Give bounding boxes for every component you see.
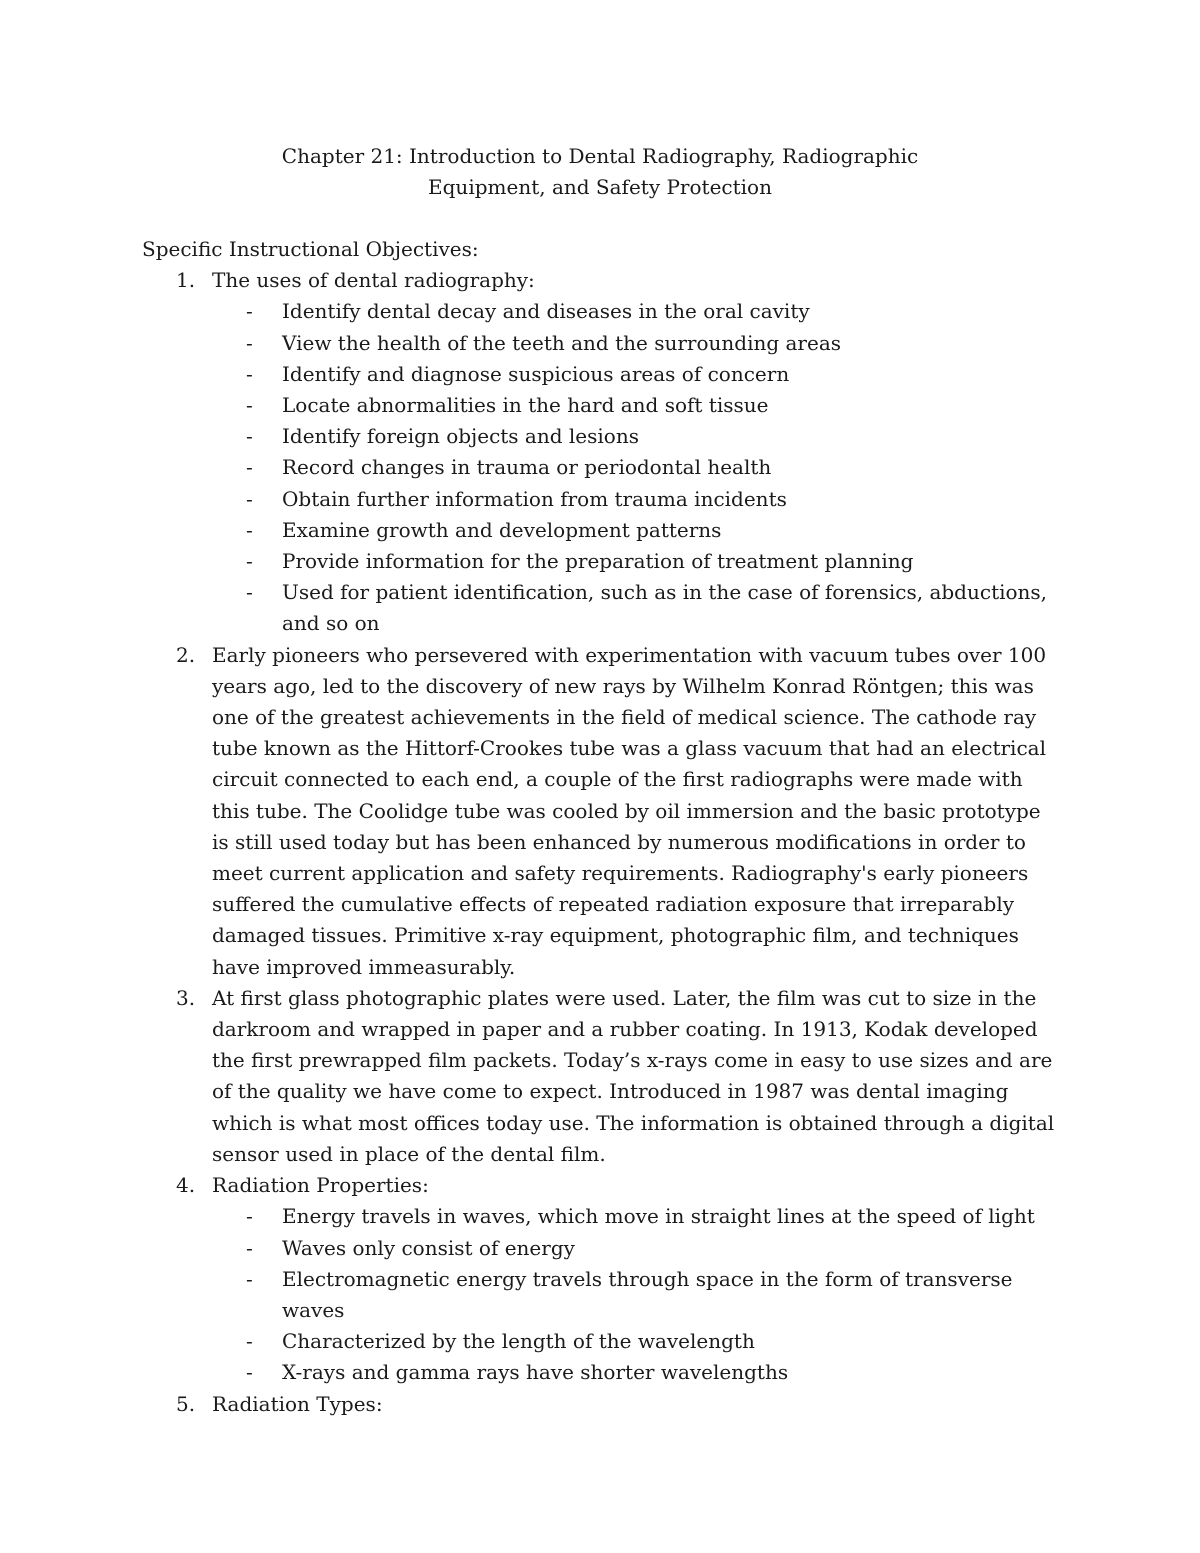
objective-number: 1. bbox=[176, 268, 196, 293]
title-line-1: Chapter 21: Introduction to Dental Radiography, Radiographic bbox=[281, 144, 919, 168]
dash-bullet: - bbox=[246, 330, 253, 355]
sublist-item bbox=[212, 546, 1062, 577]
sublist-item bbox=[212, 390, 1062, 421]
sublist-item-text: View the health of the teeth and the surrounding areas bbox=[282, 330, 842, 355]
sublist-item-text: Examine growth and development patterns bbox=[282, 517, 722, 542]
dash-bullet: - bbox=[246, 1266, 253, 1291]
title-line-2: Equipment, and Safety Protection bbox=[428, 175, 772, 199]
dash-bullet: - bbox=[246, 1204, 253, 1229]
sublist bbox=[212, 1201, 1062, 1388]
objective-text: The uses of dental radiography: bbox=[212, 268, 535, 293]
objective-number: 2. bbox=[176, 642, 196, 667]
sublist-item-text: Identify foreign objects and lesions bbox=[282, 424, 639, 449]
sublist-item-text: Record changes in trauma or periodontal health bbox=[282, 455, 772, 480]
sublist-item-text: Identify dental decay and diseases in the oral cavity bbox=[282, 299, 810, 324]
dash-bullet: - bbox=[246, 1329, 253, 1354]
sublist bbox=[212, 296, 1062, 639]
section-heading: Specific Instructional Objectives: bbox=[142, 237, 479, 261]
objective-text: Radiation Properties: bbox=[212, 1173, 429, 1198]
dash-bullet: - bbox=[246, 580, 253, 605]
objective-number: 5. bbox=[176, 1391, 196, 1416]
sublist-item-text: Characterized by the length of the wavelength bbox=[282, 1329, 755, 1354]
sublist-item-text: Locate abnormalities in the hard and soft tissue bbox=[282, 393, 769, 418]
sublist-item-text: X-rays and gamma rays have shorter wavelengths bbox=[282, 1360, 789, 1385]
objective-item bbox=[142, 1170, 1062, 1201]
sublist-item-text: Electromagnetic energy travels through space in the form of transverse waves bbox=[282, 1266, 1013, 1322]
sublist-item bbox=[212, 484, 1062, 515]
objective-item bbox=[142, 1389, 1062, 1420]
sublist-item bbox=[212, 421, 1062, 452]
objective-text: Early pioneers who persevered with experimentation with vacuum tubes over 100 years ago, led to the discovery of new rays by Wilhelm Konrad Röntgen; this was one of the greatest achievements in the field of medical science. The cathode ray tube known as the Hittorf-Crookes tube was a glass vacuum that had an electrical circuit connected to each end, a couple of the first radiographs were made with this tube. The Coolidge tube was cooled by oil immersion and the basic prototype is still used today but has been enhanced by numerous modifications in order to meet current application and safety requirements. Radiography's early pioneers suffered the cumulative effects of repeated radiation exposure that irreparably damaged tissues. Primitive x-ray equipment, photographic film, and techniques have improved immeasurably. bbox=[212, 642, 1047, 979]
sublist-item bbox=[212, 1264, 1062, 1326]
objectives-list bbox=[142, 265, 1062, 1420]
sublist-item bbox=[212, 1233, 1062, 1264]
dash-bullet: - bbox=[246, 455, 253, 480]
sublist-item-text: Waves only consist of energy bbox=[282, 1235, 575, 1260]
dash-bullet: - bbox=[246, 486, 253, 511]
sublist-item-text: Identify and diagnose suspicious areas of concern bbox=[282, 361, 790, 386]
dash-bullet: - bbox=[246, 361, 253, 386]
sublist-item bbox=[212, 296, 1062, 327]
sublist-item-text: Obtain further information from trauma incidents bbox=[282, 486, 787, 511]
objective-text: At first glass photographic plates were used. Later, the film was cut to size in the darkroom and wrapped in paper and a rubber coating. In 1913, Kodak developed the first prewrapped film packets. Today’s x-rays come in easy to use sizes and are of the quality we have come to expect. Introduced in 1987 was dental imaging which is what most offices today use. The information is obtained through a digital sensor used in place of the dental film. bbox=[212, 985, 1055, 1166]
document-title bbox=[0, 141, 1200, 203]
dash-bullet: - bbox=[246, 1360, 253, 1385]
sublist-item bbox=[212, 515, 1062, 546]
sublist-item bbox=[212, 359, 1062, 390]
sublist-item-text: Energy travels in waves, which move in straight lines at the speed of light bbox=[282, 1204, 1035, 1229]
objective-subitems bbox=[142, 1201, 1062, 1388]
sublist-item bbox=[212, 452, 1062, 483]
dash-bullet: - bbox=[246, 1235, 253, 1260]
sublist-item bbox=[212, 1326, 1062, 1357]
sublist-item bbox=[212, 577, 1062, 639]
objective-number: 4. bbox=[176, 1173, 196, 1198]
dash-bullet: - bbox=[246, 424, 253, 449]
sublist-item bbox=[212, 1201, 1062, 1232]
objective-text: Radiation Types: bbox=[212, 1391, 383, 1416]
objective-number: 3. bbox=[176, 985, 196, 1010]
sublist-item bbox=[212, 328, 1062, 359]
dash-bullet: - bbox=[246, 299, 253, 324]
dash-bullet: - bbox=[246, 393, 253, 418]
objective-item bbox=[142, 265, 1062, 296]
document-body bbox=[142, 234, 1062, 1420]
sublist-item-text: Used for patient identification, such as in the case of forensics, abductions, and so on bbox=[282, 580, 1048, 636]
dash-bullet: - bbox=[246, 549, 253, 574]
objective-item bbox=[142, 983, 1062, 1170]
objective-subitems bbox=[142, 296, 1062, 639]
objective-item bbox=[142, 640, 1062, 983]
dash-bullet: - bbox=[246, 517, 253, 542]
sublist-item bbox=[212, 1357, 1062, 1388]
sublist-item-text: Provide information for the preparation of treatment planning bbox=[282, 549, 914, 574]
